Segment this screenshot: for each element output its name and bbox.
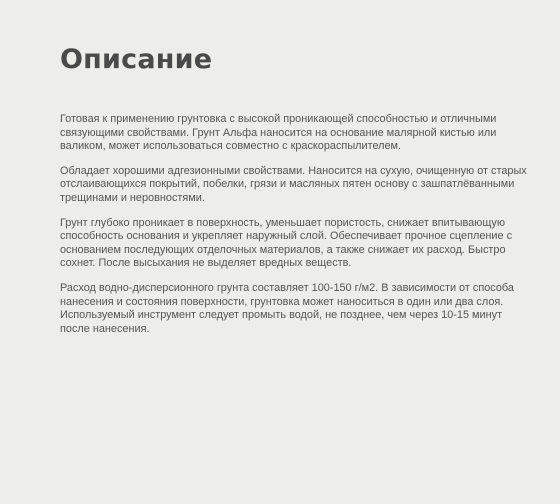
description-paragraph: Обладает хорошими адгезионными свойствами. Наносится на сухую, очищенную от старых отслаивающихся покрытий, побелки, грязи и масляных пятен основу с зашпатлёванными трещинами и неровностями. xyxy=(60,164,527,204)
description-paragraph: Готовая к применению грунтовка с высокой проникающей способностью и отличными связующими свойствами. Грунт Альфа наносится на основание малярной кистью или валиком, может использоваться совместно с краскораспылителем. xyxy=(60,113,497,153)
description-paragraph: Расход водно-дисперсионного грунта составляет 100-150 г/м2. В зависимости от способа нанесения и состояния поверхности, грунтовка может наноситься в один или два слоя. Используемый инструмент следует промыть водой, не позднее, чем через 10-15 минут после нанесения. xyxy=(60,281,514,335)
description-paragraph: Грунт глубоко проникает в поверхность, уменьшает пористость, снижает впитывающую способность основания и укрепляет наружный слой. Обеспечивает прочное сцепление с основанием последующих отделочных материалов, а также снижает их расход. Быстро сохнет. После высыхания не выделяет вредных веществ. xyxy=(60,216,513,270)
description-body xyxy=(60,113,530,347)
page-title: Описание xyxy=(60,44,213,75)
